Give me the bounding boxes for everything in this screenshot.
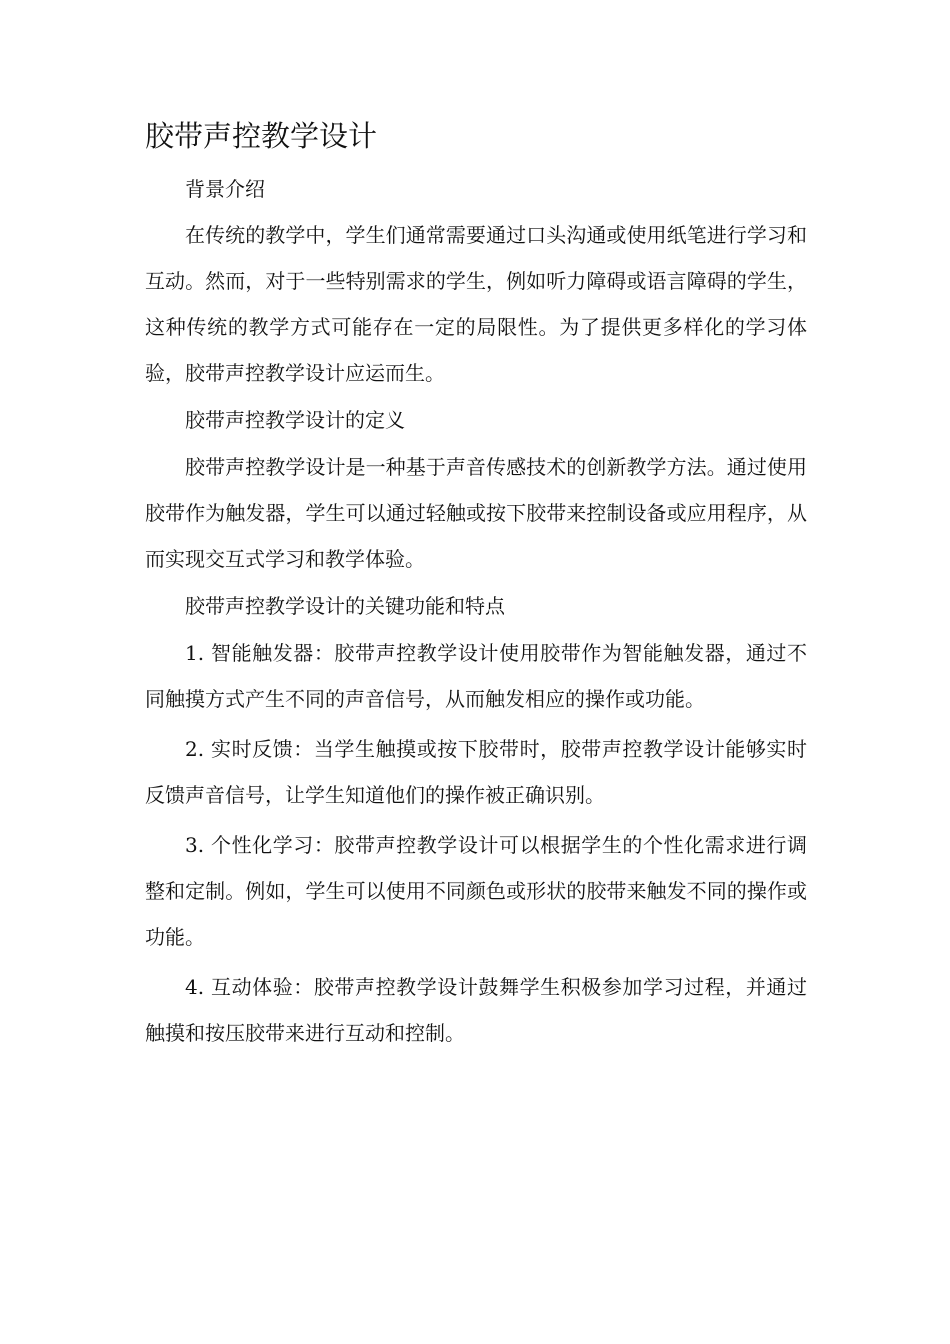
definition-paragraph: 胶带声控教学设计是一种基于声音传感技术的创新教学方法。通过使用胶带作为触发器，学生可以通过轻触或按下胶带来控制设备或应用程序，从而实现交互式学习和教学体验。 xyxy=(145,455,807,571)
feature-item-2: 2. 实时反馈：当学生触摸或按下胶带时，胶带声控教学设计能够实时反馈声音信号，让学生知道他们的操作被正确识别。 xyxy=(145,737,807,807)
background-heading: 背景介绍 xyxy=(185,177,265,201)
feature-item-3: 3. 个性化学习：胶带声控教学设计可以根据学生的个性化需求进行调整和定制。例如，学生可以使用不同颜色或形状的胶带来触发不同的操作或功能。 xyxy=(145,833,807,949)
document-title: 胶带声控教学设计 xyxy=(145,119,378,153)
feature-item-1: 1. 智能触发器：胶带声控教学设计使用胶带作为智能触发器，通过不同触摸方式产生不同的声音信号，从而触发相应的操作或功能。 xyxy=(145,641,807,711)
features-heading: 胶带声控教学设计的关键功能和特点 xyxy=(185,594,505,618)
feature-item-4: 4. 互动体验：胶带声控教学设计鼓舞学生积极参加学习过程，并通过触摸和按压胶带来进行互动和控制。 xyxy=(145,975,807,1045)
background-paragraph: 在传统的教学中，学生们通常需要通过口头沟通或使用纸笔进行学习和互动。然而，对于一些特别需求的学生，例如听力障碍或语言障碍的学生，这种传统的教学方式可能存在一定的局限性。为了提供更多样化的学习体验，胶带声控教学设计应运而生。 xyxy=(145,223,807,385)
definition-heading: 胶带声控教学设计的定义 xyxy=(185,408,405,432)
document-body xyxy=(145,166,807,1056)
